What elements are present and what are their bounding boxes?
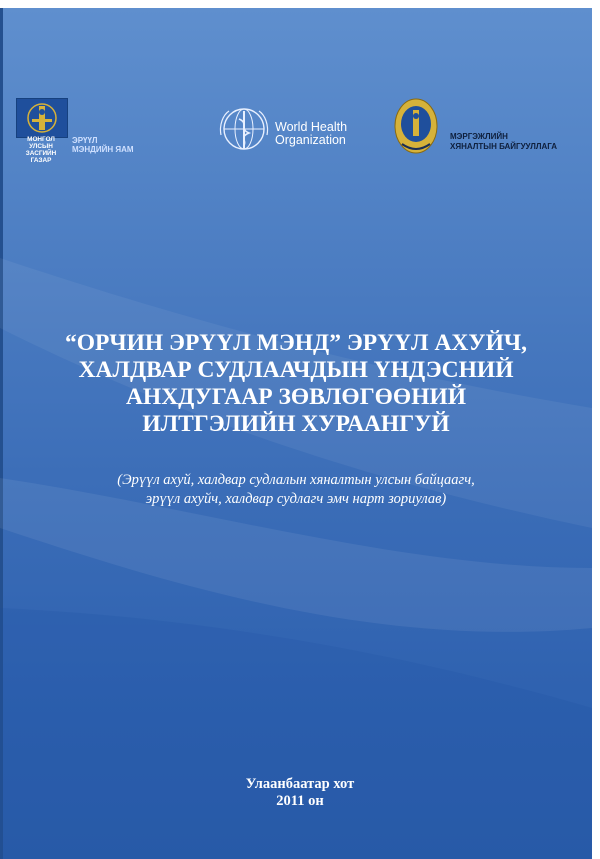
publication-footer <box>150 776 450 810</box>
who-name: World Health Organization <box>275 120 348 147</box>
title-line: ХАЛДВАР СУДЛААЧДЫН ҮНДЭСНИЙ <box>78 357 514 383</box>
agency-name: МЭРГЭЖЛИЙН ХЯНАЛТЫН БАЙГУУЛЛАГА <box>450 132 558 151</box>
subtitle-line: эрүүл ахуйч, халдвар судлагч эмч нарт зориулав) <box>145 491 447 507</box>
title-line: АНХДУГААР ЗӨВЛӨГӨӨНИЙ <box>125 384 467 410</box>
document-subtitle <box>20 471 572 509</box>
soyombo-icon <box>16 98 68 138</box>
title-line: “ОРЧИН ЭРҮҮЛ МЭНД” ЭРҮҮЛ АХУЙЧ, <box>64 330 528 356</box>
publication-city: Улаанбаатар хот <box>245 776 355 792</box>
book-cover <box>0 8 592 859</box>
who-emblem-icon <box>217 105 272 153</box>
document-title <box>20 330 572 438</box>
agency-emblem-icon <box>393 96 439 158</box>
ministry-name: ЭРҮҮЛ МЭНДИЙН ЯАМ <box>72 136 134 154</box>
subtitle-line: (Эрүүл ахуй, халдвар судлалын хяналтын улсын байцаагч, <box>117 472 475 488</box>
government-logo <box>16 98 66 164</box>
government-badge-caption: МОНГОЛ УЛСЫН ЗАСГИЙН ГАЗАР <box>25 136 57 164</box>
title-line: ИЛТГЭЛИЙН ХУРААНГУЙ <box>142 411 450 437</box>
publication-year: 2011 он <box>276 793 324 809</box>
